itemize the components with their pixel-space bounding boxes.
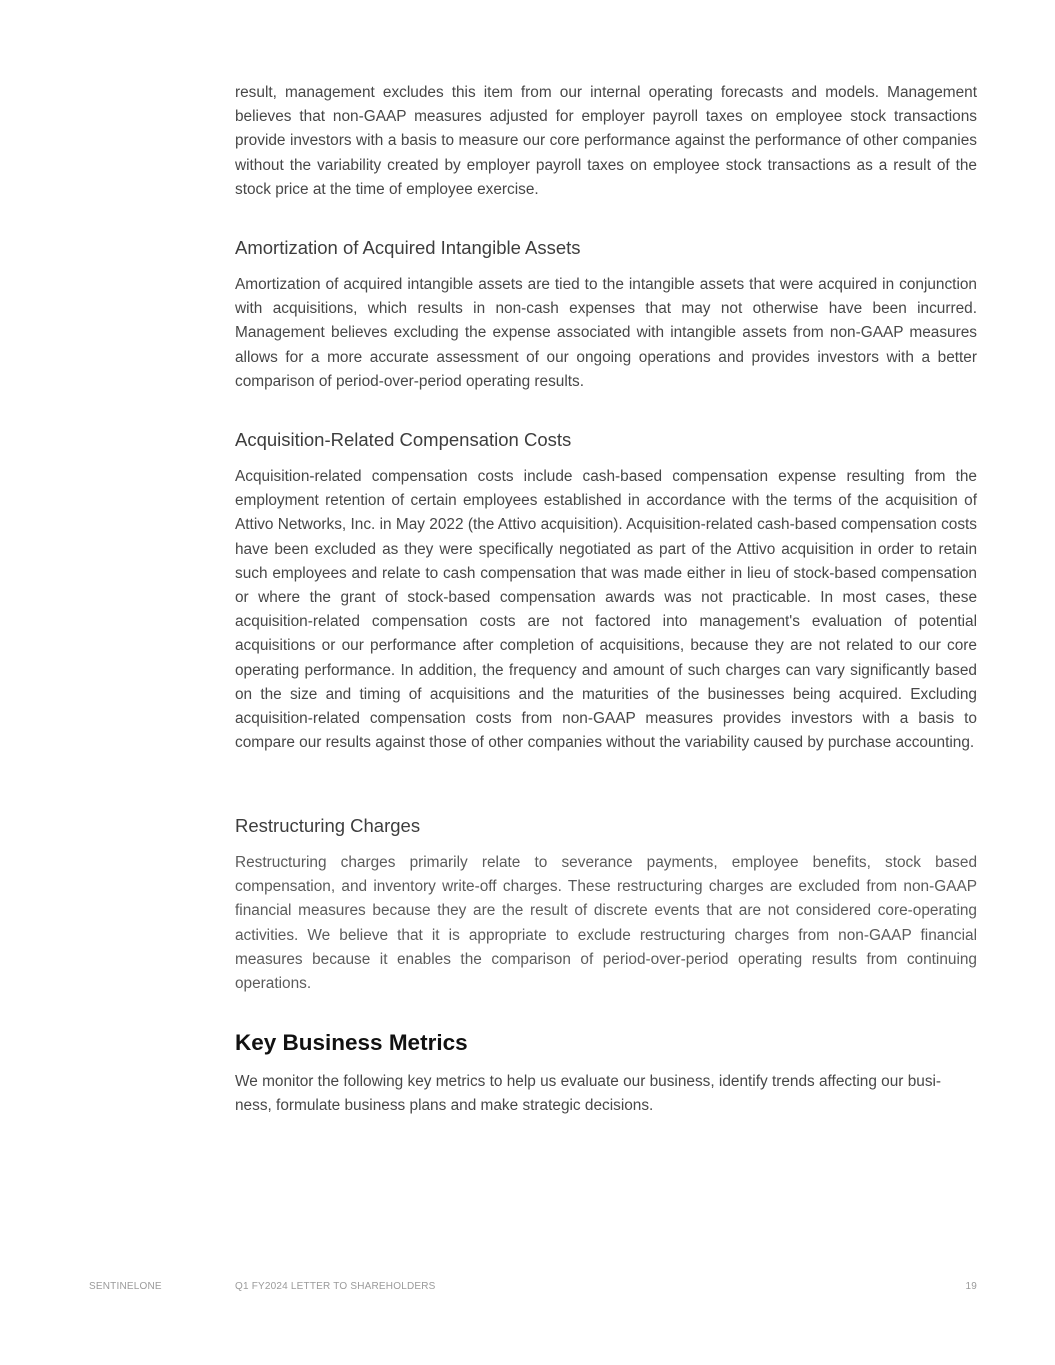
footer-company-name: SENTINELONE bbox=[89, 1281, 162, 1292]
section-heading-amortization: Amortization of Acquired Intangible Assets bbox=[235, 237, 581, 258]
section-heading-restructuring: Restructuring Charges bbox=[235, 815, 421, 836]
footer-document-title: Q1 FY2024 LETTER TO SHAREHOLDERS bbox=[235, 1281, 436, 1292]
section-paragraph-acquisition-compensation: Acquisition-related compensation costs include cash-based compensation expense resulting from the employment retention of certain employees established in accordance with the terms of the acquisition of Attivo Networks, Inc. in May 2022 (the Attivo acquisition). Acquisition-related cash-based compensation costs have been excluded as they were specifically negotiated as part of the Attivo acquisition in order to retain such employees and relate to cash compensation that was made either in lieu of stock-based compensation or where the grant of stock-based compensation awards was not practicable. In most cases, these acquisition-related compensation costs are not factored into management's evaluation of potential acquisitions or our performance after completion of acquisitions, because they are not related to our core operating performance. In addition, the frequency and amount of such charges can vary significantly based on the size and timing of acquisitions and the maturities of the businesses being acquired. Excluding acquisition-related compensation costs from non-GAAP measures provides investors with a basis to compare our results against those of other companies without the variability caused by purchase accounting. bbox=[235, 468, 977, 752]
footer-page-number: 19 bbox=[965, 1281, 977, 1292]
key-business-metrics-paragraph: We monitor the following key metrics to help us evaluate our business, identify trends affecting our busi-ness, formulate business plans and make strategic decisions. bbox=[235, 1073, 942, 1115]
section-paragraph-amortization: Amortization of acquired intangible assets are tied to the intangible assets that were acquired in conjunction with acquisitions, which results in non-cash expenses that may not otherwise have been incurred. Management believes excluding the expense associated with intangible assets from non-GAAP measures allows for a more accurate assessment of our ongoing operations and provides investors with a better comparison of period-over-period operating results. bbox=[235, 276, 977, 390]
key-business-metrics-heading: Key Business Metrics bbox=[235, 1030, 468, 1055]
section-paragraph-restructuring: Restructuring charges primarily relate to severance payments, employee benefits, stock based compensation, and inventory write-off charges. These restructuring charges are excluded from non-GAAP financial measures because they are the result of discrete events that are not considered core-operating activities. We believe that it is appropriate to exclude restructuring charges from non-GAAP financial measures because it enables the comparison of period-over-period operating results from continuing operations. bbox=[235, 854, 977, 993]
intro-paragraph: result, management excludes this item from our internal operating forecasts and models. Management believes that non-GAAP measures adjusted for employer payroll taxes on employee stock transactions provide investors with a basis to measure our core performance against the performance of other companies without the variability created by employer payroll taxes on employee stock transactions as a result of the stock price at the time of employee exercise. bbox=[235, 84, 977, 198]
section-heading-acquisition-compensation: Acquisition-Related Compensation Costs bbox=[235, 429, 572, 450]
document-body bbox=[235, 81, 977, 1118]
